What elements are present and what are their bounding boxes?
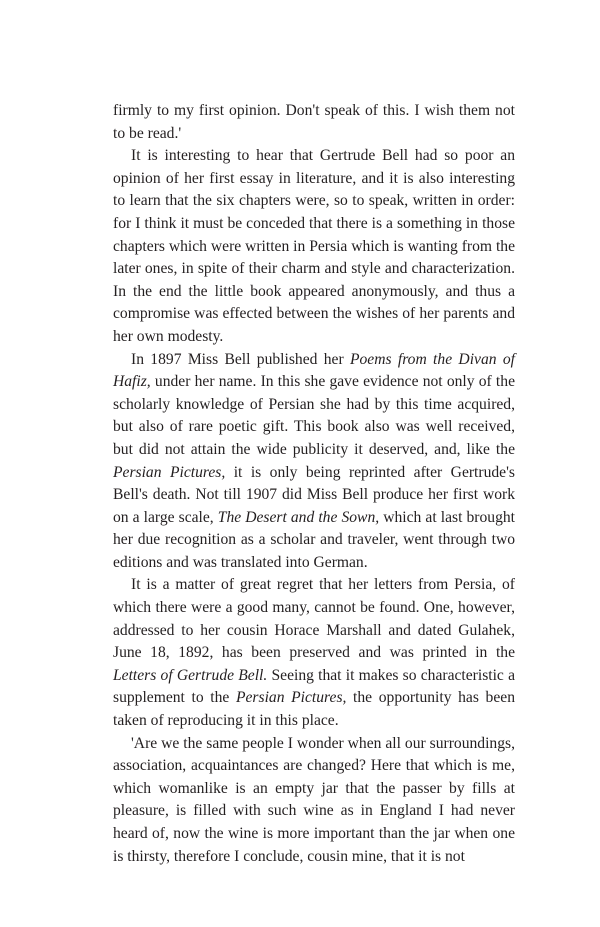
paragraph-first-essay — [113, 145, 515, 348]
paragraph-letters-persia — [113, 574, 515, 732]
book-title-italic: The Desert and the Sown, — [217, 508, 380, 526]
paragraph-letter-quote — [113, 733, 515, 869]
paragraph-poems-hafiz — [113, 349, 515, 575]
paragraph-text: It is a matter of great regret that her letters from Persia, of which there were a good many, cannot be found. One, however, addressed to her cousin Horace Marshall and dated Gulahek, June 18, 1892, has been preserved and was printed in the — [113, 576, 515, 662]
paragraph-text: it is only being reprinted after Gertrude's Bell's death. Not till 1907 did Miss Bell produce her first work on a large scale, — [113, 463, 515, 526]
paragraph-text: Seeing that it makes so characteristic a supplement to the — [113, 666, 515, 707]
paragraph-text: In 1897 Miss Bell published her — [131, 350, 350, 368]
paragraph-text: under her name. In this she gave evidence not only of the scholarly knowledge of Persian she had by this time acquired, but also of rare poetic gift. This book also was well received, but did not attain the wide publicity it deserved, and, like the — [113, 373, 515, 458]
book-title-italic: Letters of Gertrude Bell. — [113, 666, 268, 684]
paragraph-continued — [113, 100, 515, 145]
book-title-italic: Persian Pictures, — [113, 463, 226, 481]
book-page-body — [113, 100, 515, 868]
paragraph-text: the opportunity has been taken of reproducing it in this place. — [113, 689, 515, 730]
paragraph-text: firmly to my first opinion. Don't speak of this. I wish them not to be read.' — [113, 102, 515, 142]
paragraph-text: 'Are we the same people I wonder when all our surroundings, association, acquaintances are changed? Here that which is me, which womanlike is an empty jar that the passer by fills at pleasure, is filled with such wine as in England I had never heard of, now the wine is more important than the jar when one is thirsty, therefore I conclude, cousin mine, that it is not — [113, 734, 515, 865]
book-title-italic: Persian Pictures, — [235, 689, 347, 707]
paragraph-text: which at last brought her due recognition as a scholar and traveler, went through two editions and was translated into German. — [113, 508, 515, 571]
book-title-italic: Poems from the Divan of Hafiz, — [113, 350, 515, 391]
paragraph-text: It is interesting to hear that Gertrude Bell had so poor an opinion of her first essay in literature, and it is also interesting to learn that the six chapters were, so to speak, written in order: for I think it must be conceded that there is a something in those chapters which were written in Persia which is wanting from the later ones, in spite of their charm and style and characterization. In the end the little book appeared anonymously, and thus a compromise was effected between the wishes of her parents and her own modesty. — [113, 147, 515, 345]
